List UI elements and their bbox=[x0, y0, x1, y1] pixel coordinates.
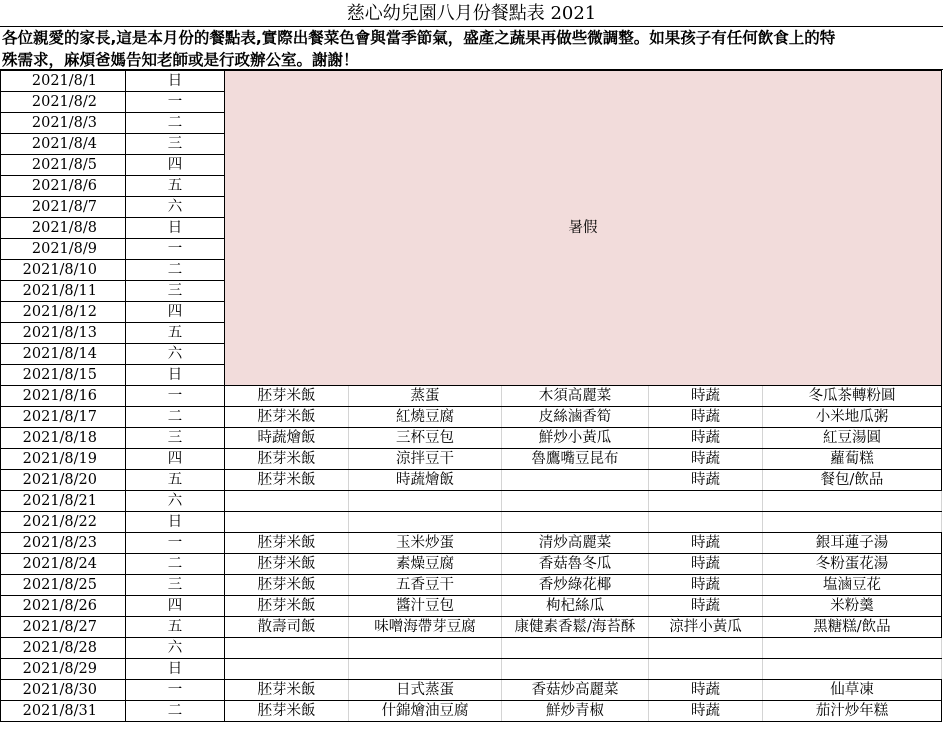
weekday-cell: 五 bbox=[126, 617, 225, 638]
weekday-cell: 日 bbox=[126, 659, 225, 680]
meal-cell-staple bbox=[225, 638, 349, 659]
meal-cell-main-dish: 玉米炒蛋 bbox=[349, 533, 502, 554]
weekday-cell: 二 bbox=[126, 407, 225, 428]
meal-cell-main-dish: 素燥豆腐 bbox=[349, 554, 502, 575]
table-row bbox=[1, 596, 942, 617]
meal-cell-main-dish: 醬汁豆包 bbox=[349, 596, 502, 617]
notice-line-1: 各位親愛的家長,這是本月份的餐點表,實際出餐菜色會與當季節氣，盛產之蔬果再做些微調整。如果孩子有任何飲食上的特 bbox=[2, 29, 836, 47]
weekday-cell: 一 bbox=[126, 533, 225, 554]
date-cell: 2021/8/2 bbox=[1, 92, 126, 113]
table-row bbox=[1, 533, 942, 554]
date-cell: 2021/8/12 bbox=[1, 302, 126, 323]
meal-cell-vegetable bbox=[649, 512, 763, 533]
meal-cell-vegetable bbox=[649, 659, 763, 680]
meal-cell-main-dish: 五香豆干 bbox=[349, 575, 502, 596]
meal-cell-vegetable: 時蔬 bbox=[649, 386, 763, 407]
meal-cell-snack: 米粉羹 bbox=[763, 596, 942, 617]
notice-line-2: 殊需求，麻煩爸媽告知老師或是行政辦公室。謝謝！ bbox=[2, 51, 359, 69]
date-cell: 2021/8/24 bbox=[1, 554, 126, 575]
meal-cell-side-dish bbox=[502, 638, 649, 659]
meal-cell-main-dish: 時蔬燴飯 bbox=[349, 470, 502, 491]
meal-cell-side-dish: 鮮炒小黃瓜 bbox=[502, 428, 649, 449]
weekday-cell: 日 bbox=[126, 365, 225, 386]
date-cell: 2021/8/30 bbox=[1, 680, 126, 701]
meal-cell-vegetable: 時蔬 bbox=[649, 470, 763, 491]
weekday-cell: 四 bbox=[126, 302, 225, 323]
date-cell: 2021/8/5 bbox=[1, 155, 126, 176]
meal-cell-staple: 胚芽米飯 bbox=[225, 596, 349, 617]
meal-cell-snack: 餐包/飲品 bbox=[763, 470, 942, 491]
date-cell: 2021/8/6 bbox=[1, 176, 126, 197]
meal-cell-side-dish: 鮮炒青椒 bbox=[502, 701, 649, 722]
meal-cell-vegetable: 時蔬 bbox=[649, 407, 763, 428]
meal-cell-main-dish: 蒸蛋 bbox=[349, 386, 502, 407]
page-title: 慈心幼兒園八月份餐點表 2021 bbox=[346, 3, 597, 24]
meal-cell-snack: 茄汁炒年糕 bbox=[763, 701, 942, 722]
meal-cell-side-dish: 香炒綠花椰 bbox=[502, 575, 649, 596]
meal-cell-staple: 胚芽米飯 bbox=[225, 701, 349, 722]
meal-cell-side-dish: 清炒高麗菜 bbox=[502, 533, 649, 554]
meal-cell-snack: 黑糖糕/飲品 bbox=[763, 617, 942, 638]
weekday-cell: 二 bbox=[126, 260, 225, 281]
weekday-cell: 二 bbox=[126, 554, 225, 575]
date-cell: 2021/8/9 bbox=[1, 239, 126, 260]
meal-cell-staple: 胚芽米飯 bbox=[225, 407, 349, 428]
weekday-cell: 日 bbox=[126, 512, 225, 533]
meal-cell-main-dish: 三杯豆包 bbox=[349, 428, 502, 449]
meal-cell-side-dish bbox=[502, 512, 649, 533]
date-cell: 2021/8/1 bbox=[1, 71, 126, 92]
notice-text bbox=[0, 26, 943, 70]
date-cell: 2021/8/19 bbox=[1, 449, 126, 470]
meal-cell-staple: 胚芽米飯 bbox=[225, 533, 349, 554]
date-cell: 2021/8/10 bbox=[1, 260, 126, 281]
table-row bbox=[1, 659, 942, 680]
meal-cell-snack: 塩滷豆花 bbox=[763, 575, 942, 596]
weekday-cell: 三 bbox=[126, 134, 225, 155]
meal-cell-main-dish: 味噌海帶芽豆腐 bbox=[349, 617, 502, 638]
meal-table bbox=[0, 70, 942, 722]
meal-cell-side-dish: 木須高麗菜 bbox=[502, 386, 649, 407]
meal-cell-staple: 胚芽米飯 bbox=[225, 680, 349, 701]
weekday-cell: 一 bbox=[126, 239, 225, 260]
meal-cell-main-dish bbox=[349, 491, 502, 512]
table-row bbox=[1, 491, 942, 512]
table-row bbox=[1, 680, 942, 701]
meal-cell-main-dish bbox=[349, 512, 502, 533]
meal-cell-vegetable: 時蔬 bbox=[649, 533, 763, 554]
meal-cell-staple: 胚芽米飯 bbox=[225, 575, 349, 596]
meal-cell-snack: 冬粉蛋花湯 bbox=[763, 554, 942, 575]
meal-cell-side-dish: 香菇魯冬瓜 bbox=[502, 554, 649, 575]
table-row bbox=[1, 575, 942, 596]
table-row bbox=[1, 638, 942, 659]
meal-cell-snack: 銀耳蓮子湯 bbox=[763, 533, 942, 554]
meal-cell-side-dish bbox=[502, 470, 649, 491]
meal-cell-vegetable: 時蔬 bbox=[649, 680, 763, 701]
meal-cell-side-dish: 魯鷹嘴豆昆布 bbox=[502, 449, 649, 470]
weekday-cell: 日 bbox=[126, 71, 225, 92]
weekday-cell: 五 bbox=[126, 176, 225, 197]
table-row bbox=[1, 407, 942, 428]
weekday-cell: 二 bbox=[126, 701, 225, 722]
meal-cell-vegetable: 時蔬 bbox=[649, 596, 763, 617]
date-cell: 2021/8/16 bbox=[1, 386, 126, 407]
date-cell: 2021/8/11 bbox=[1, 281, 126, 302]
weekday-cell: 四 bbox=[126, 155, 225, 176]
meal-cell-vegetable bbox=[649, 491, 763, 512]
table-row bbox=[1, 470, 942, 491]
meal-cell-side-dish bbox=[502, 491, 649, 512]
date-cell: 2021/8/17 bbox=[1, 407, 126, 428]
weekday-cell: 日 bbox=[126, 218, 225, 239]
meal-cell-vegetable bbox=[649, 638, 763, 659]
meal-cell-vegetable: 時蔬 bbox=[649, 554, 763, 575]
date-cell: 2021/8/26 bbox=[1, 596, 126, 617]
weekday-cell: 三 bbox=[126, 428, 225, 449]
meal-cell-staple: 時蔬燴飯 bbox=[225, 428, 349, 449]
meal-cell-staple: 胚芽米飯 bbox=[225, 470, 349, 491]
weekday-cell: 六 bbox=[126, 344, 225, 365]
date-cell: 2021/8/27 bbox=[1, 617, 126, 638]
meal-cell-staple: 胚芽米飯 bbox=[225, 386, 349, 407]
date-cell: 2021/8/15 bbox=[1, 365, 126, 386]
meal-cell-staple: 胚芽米飯 bbox=[225, 449, 349, 470]
table-row bbox=[1, 701, 942, 722]
weekday-cell: 六 bbox=[126, 638, 225, 659]
meal-cell-staple bbox=[225, 491, 349, 512]
table-row bbox=[1, 449, 942, 470]
meal-cell-main-dish bbox=[349, 638, 502, 659]
weekday-cell: 二 bbox=[126, 113, 225, 134]
meal-cell-side-dish: 皮絲滷香筍 bbox=[502, 407, 649, 428]
meal-cell-main-dish: 紅燒豆腐 bbox=[349, 407, 502, 428]
meal-cell-main-dish bbox=[349, 659, 502, 680]
date-cell: 2021/8/25 bbox=[1, 575, 126, 596]
meal-cell-snack bbox=[763, 659, 942, 680]
meal-cell-snack: 小米地瓜粥 bbox=[763, 407, 942, 428]
date-cell: 2021/8/3 bbox=[1, 113, 126, 134]
meal-cell-vegetable: 時蔬 bbox=[649, 428, 763, 449]
meal-cell-side-dish: 康健素香鬆/海苔酥 bbox=[502, 617, 649, 638]
meal-cell-vegetable: 時蔬 bbox=[649, 449, 763, 470]
date-cell: 2021/8/18 bbox=[1, 428, 126, 449]
date-cell: 2021/8/14 bbox=[1, 344, 126, 365]
meal-cell-vegetable: 涼拌小黃瓜 bbox=[649, 617, 763, 638]
table-row bbox=[1, 617, 942, 638]
date-cell: 2021/8/23 bbox=[1, 533, 126, 554]
table-row bbox=[1, 71, 942, 92]
date-cell: 2021/8/21 bbox=[1, 491, 126, 512]
weekday-cell: 一 bbox=[126, 680, 225, 701]
date-cell: 2021/8/4 bbox=[1, 134, 126, 155]
date-cell: 2021/8/13 bbox=[1, 323, 126, 344]
date-cell: 2021/8/22 bbox=[1, 512, 126, 533]
weekday-cell: 四 bbox=[126, 596, 225, 617]
meal-cell-snack: 冬瓜茶轉粉圓 bbox=[763, 386, 942, 407]
weekday-cell: 五 bbox=[126, 323, 225, 344]
date-cell: 2021/8/29 bbox=[1, 659, 126, 680]
meal-cell-vegetable: 時蔬 bbox=[649, 701, 763, 722]
meal-cell-snack: 蘿蔔糕 bbox=[763, 449, 942, 470]
weekday-cell: 六 bbox=[126, 491, 225, 512]
table-row bbox=[1, 386, 942, 407]
weekday-cell: 三 bbox=[126, 281, 225, 302]
date-cell: 2021/8/7 bbox=[1, 197, 126, 218]
meal-cell-staple: 散壽司飯 bbox=[225, 617, 349, 638]
meal-cell-vegetable: 時蔬 bbox=[649, 575, 763, 596]
weekday-cell: 六 bbox=[126, 197, 225, 218]
date-cell: 2021/8/31 bbox=[1, 701, 126, 722]
summer-vacation-block: 暑假 bbox=[225, 71, 942, 386]
weekday-cell: 三 bbox=[126, 575, 225, 596]
table-row bbox=[1, 428, 942, 449]
meal-cell-main-dish: 什錦燴油豆腐 bbox=[349, 701, 502, 722]
weekday-cell: 五 bbox=[126, 470, 225, 491]
weekday-cell: 四 bbox=[126, 449, 225, 470]
meal-cell-snack: 仙草凍 bbox=[763, 680, 942, 701]
table-row bbox=[1, 554, 942, 575]
meal-cell-side-dish: 香菇炒高麗菜 bbox=[502, 680, 649, 701]
meal-cell-side-dish: 枸杞絲瓜 bbox=[502, 596, 649, 617]
weekday-cell: 一 bbox=[126, 92, 225, 113]
meal-cell-snack: 紅豆湯圓 bbox=[763, 428, 942, 449]
date-cell: 2021/8/20 bbox=[1, 470, 126, 491]
meal-cell-staple bbox=[225, 512, 349, 533]
date-cell: 2021/8/28 bbox=[1, 638, 126, 659]
date-cell: 2021/8/8 bbox=[1, 218, 126, 239]
meal-cell-staple bbox=[225, 659, 349, 680]
weekday-cell: 一 bbox=[126, 386, 225, 407]
meal-cell-side-dish bbox=[502, 659, 649, 680]
meal-cell-snack bbox=[763, 491, 942, 512]
meal-cell-staple: 胚芽米飯 bbox=[225, 554, 349, 575]
meal-cell-snack bbox=[763, 638, 942, 659]
table-row bbox=[1, 512, 942, 533]
meal-cell-snack bbox=[763, 512, 942, 533]
meal-cell-main-dish: 日式蒸蛋 bbox=[349, 680, 502, 701]
meal-cell-main-dish: 涼拌豆干 bbox=[349, 449, 502, 470]
